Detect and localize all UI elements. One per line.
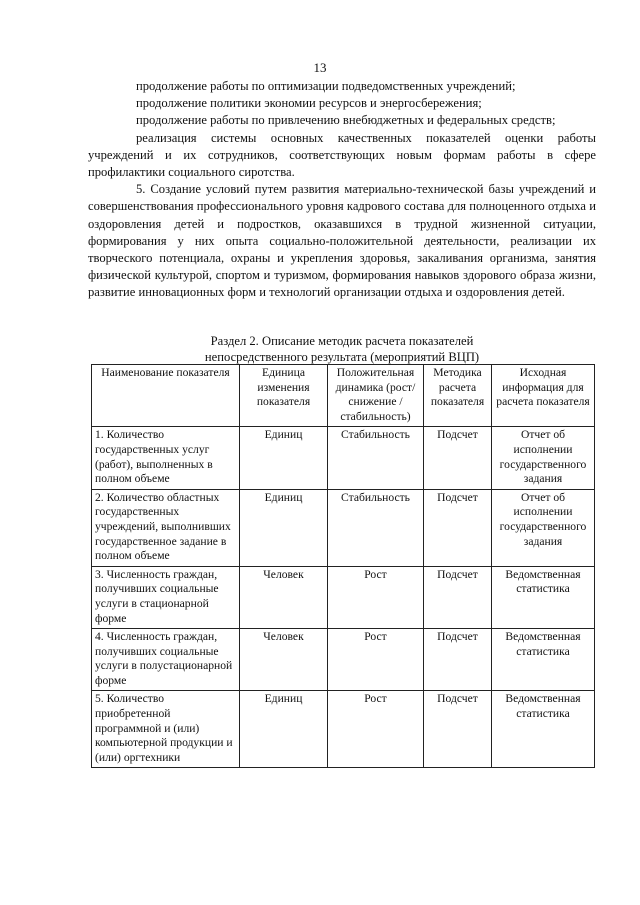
paragraph: реализация системы основных качественных показателей оценки работы учреждений и их сотрудников, соответствующих новым формам работы в сфере профилактики социального сиротства. [88, 130, 596, 180]
table-row [92, 566, 595, 628]
table-row [92, 629, 595, 691]
paragraph: продолжение работы по оптимизации подведомственных учреждений; [136, 79, 516, 93]
dynamics-cell: Стабильность [328, 427, 424, 489]
dynamics-cell: Рост [328, 566, 424, 628]
header-method: Методика расчета показателя [424, 365, 492, 427]
indicator-name: 4. Численность граждан, получивших социальные услуги в полустационарной форме [92, 629, 240, 691]
header-indicator-name: Наименование показателя [92, 365, 240, 427]
unit-cell: Единиц [240, 691, 328, 768]
table-row [92, 427, 595, 489]
page-number: 13 [313, 60, 327, 75]
indicator-name: 2. Количество областных государственных учреждений, выполнивших государственное задание в полном объеме [92, 489, 240, 566]
method-cell: Подсчет [424, 427, 492, 489]
paragraph: 5. Создание условий путем развития материально-технической базы учреждений и совершенствования профессионального уровня кадрового состава для полноценного отдыха и оздоровления детей и подростков, оказавшихся в трудной жизненной ситуации, формирования у них опыта социально-положительной деятельности, реализации их творческого потенциала, охраны и укрепления здоровья, закаливания организма, занятия физической культурой, спортом и туризмом, формирования навыков здорового образа жизни, развитие инновационных форм и технологий организации отдыха и оздоровления детей. [88, 182, 596, 300]
indicators-table [91, 364, 595, 768]
section-title-line: непосредственного результата (мероприятий ВЦП) [204, 350, 480, 364]
header-unit: Единица изменения показателя [240, 365, 328, 427]
unit-cell: Человек [240, 629, 328, 691]
unit-cell: Единиц [240, 489, 328, 566]
source-cell: Отчет об исполнении государственного задания [492, 489, 595, 566]
paragraph: продолжение политики экономии ресурсов и энергосбережения; [136, 96, 482, 111]
table-row [92, 489, 595, 566]
unit-cell: Единиц [240, 427, 328, 489]
section-title-line: Раздел 2. Описание методик расчета показателей [210, 334, 474, 348]
source-cell: Отчет об исполнении государственного задания [492, 427, 595, 489]
method-cell: Подсчет [424, 489, 492, 566]
section-title [88, 333, 596, 365]
method-cell: Подсчет [424, 566, 492, 628]
header-source: Исходная информация для расчета показателя [492, 365, 595, 427]
source-cell: Ведомственная статистика [492, 566, 595, 628]
header-dynamics: Положительная динамика (рост/снижение /стабильность) [328, 365, 424, 427]
table-row [92, 691, 595, 768]
table-header-row [92, 365, 595, 427]
body-text [88, 78, 596, 302]
source-cell: Ведомственная статистика [492, 691, 595, 768]
unit-cell: Человек [240, 566, 328, 628]
source-cell: Ведомственная статистика [492, 629, 595, 691]
paragraph: продолжение работы по привлечению внебюджетных и федеральных средств; [136, 113, 556, 128]
method-cell: Подсчет [424, 691, 492, 768]
dynamics-cell: Стабильность [328, 489, 424, 566]
dynamics-cell: Рост [328, 691, 424, 768]
dynamics-cell: Рост [328, 629, 424, 691]
indicator-name: 1. Количество государственных услуг (работ), выполненных в полном объеме [92, 427, 240, 489]
indicator-name: 3. Численность граждан, получивших социальные услуги в стационарной форме [92, 566, 240, 628]
method-cell: Подсчет [424, 629, 492, 691]
indicator-name: 5. Количество приобретенной программной и (или) компьютерной продукции и (или) оргтехники [92, 691, 240, 768]
